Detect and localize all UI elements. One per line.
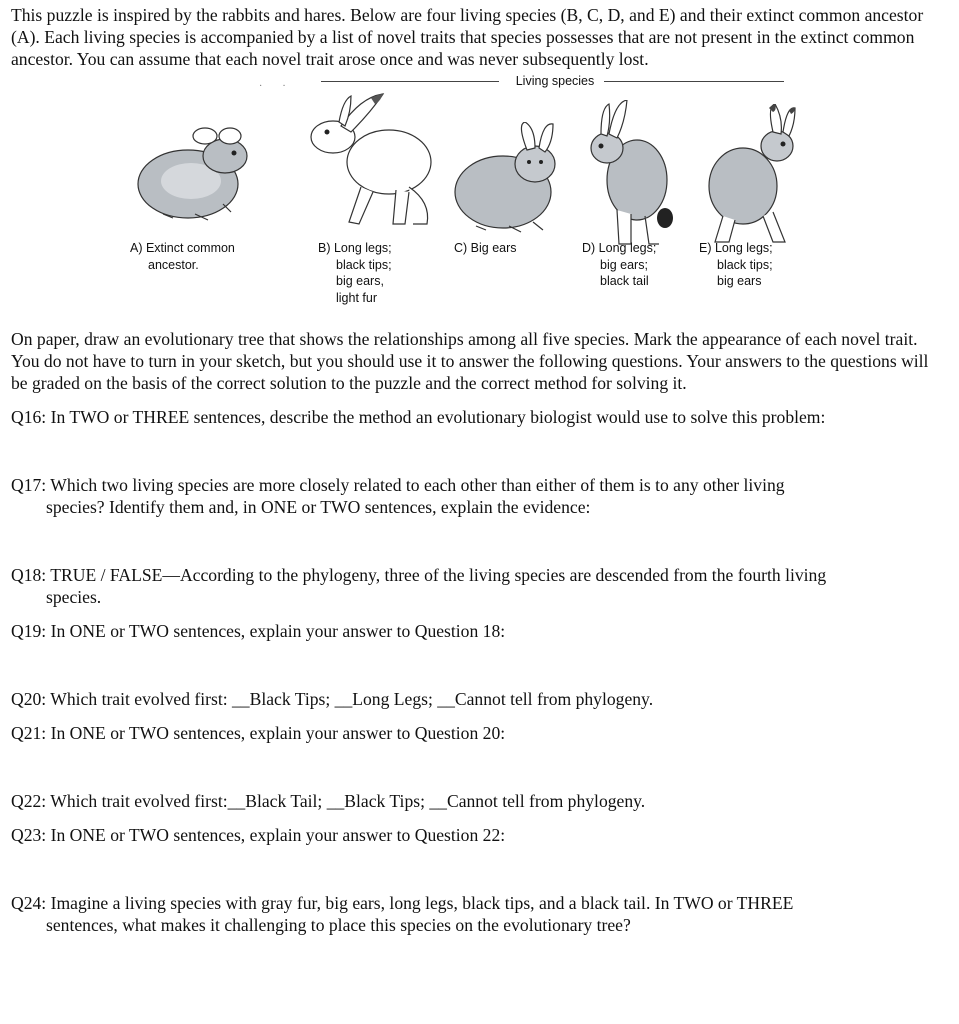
living-species-header (321, 72, 776, 92)
question-18: Q18: TRUE / FALSE—According to the phylogeny, three of the living species are descended from the fourth living species. (11, 565, 827, 607)
instructions-paragraph: On paper, draw an evolutionary tree that shows the relationships among all five species. Mark the appearance of each novel trait. You do not have to turn in your sketch, but you should use it to answer the following questions. Your answers to the questions will be graded on the basis of the correct solution to the puzzle and the correct method for solving it. (11, 329, 929, 393)
species-figure (11, 70, 941, 328)
rabbit-d-image (579, 100, 689, 246)
question-22: Q22: Which trait evolved first:__Black Tail; __Black Tips; __Cannot tell from phylogeny. (11, 791, 646, 811)
question-24: Q24: Imagine a living species with gray fur, big ears, long legs, black tips, and a black tail. In TWO or THREE sentences, what makes it challenging to place this species on the evolutionary tree? (11, 893, 794, 935)
worksheet-page (11, 4, 941, 936)
rabbit-a-image (133, 126, 258, 226)
intro-paragraph: This puzzle is inspired by the rabbits and hares. Below are four living species (B, C, D, and E) and their extinct common ancestor (A). Each living species is accompanied by a list of novel traits that species possesses that are not present in the extinct common ancestor. You can assume that each novel trait arose once and was never subsequently lost. (11, 5, 924, 69)
rabbit-b-image (301, 92, 441, 232)
species-c-caption: C) Big ears (454, 241, 517, 255)
rabbit-c-image (451, 122, 571, 234)
question-19: Q19: In ONE or TWO sentences, explain your answer to Question 18: (11, 621, 506, 641)
question-20: Q20: Which trait evolved first: __Black Tips; __Long Legs; __Cannot tell from phylogeny. (11, 689, 654, 709)
question-23: Q23: In ONE or TWO sentences, explain your answer to Question 22: (11, 825, 506, 845)
question-21: Q21: In ONE or TWO sentences, explain your answer to Question 20: (11, 723, 506, 743)
living-species-label: Living species (515, 74, 595, 88)
species-a-caption: A) Extinct common ancestor. (130, 241, 235, 272)
question-16: Q16: In TWO or THREE sentences, describe the method an evolutionary biologist would use to solve this problem: (11, 407, 826, 427)
rabbit-e-image (703, 104, 803, 244)
decorative-dots: ·· (259, 81, 306, 92)
header-rule-right (604, 81, 784, 82)
header-rule-left (321, 81, 499, 82)
question-17: Q17: Which two living species are more closely related to each other than either of them is to any other living species? Identify them and, in ONE or TWO sentences, explain the evidence: (11, 475, 785, 517)
species-d-caption: D) Long legs; big ears; black tail (582, 241, 657, 288)
species-b-caption: B) Long legs; black tips; big ears, light fur (318, 241, 392, 305)
species-e-caption: E) Long legs; black tips; big ears (699, 241, 773, 288)
